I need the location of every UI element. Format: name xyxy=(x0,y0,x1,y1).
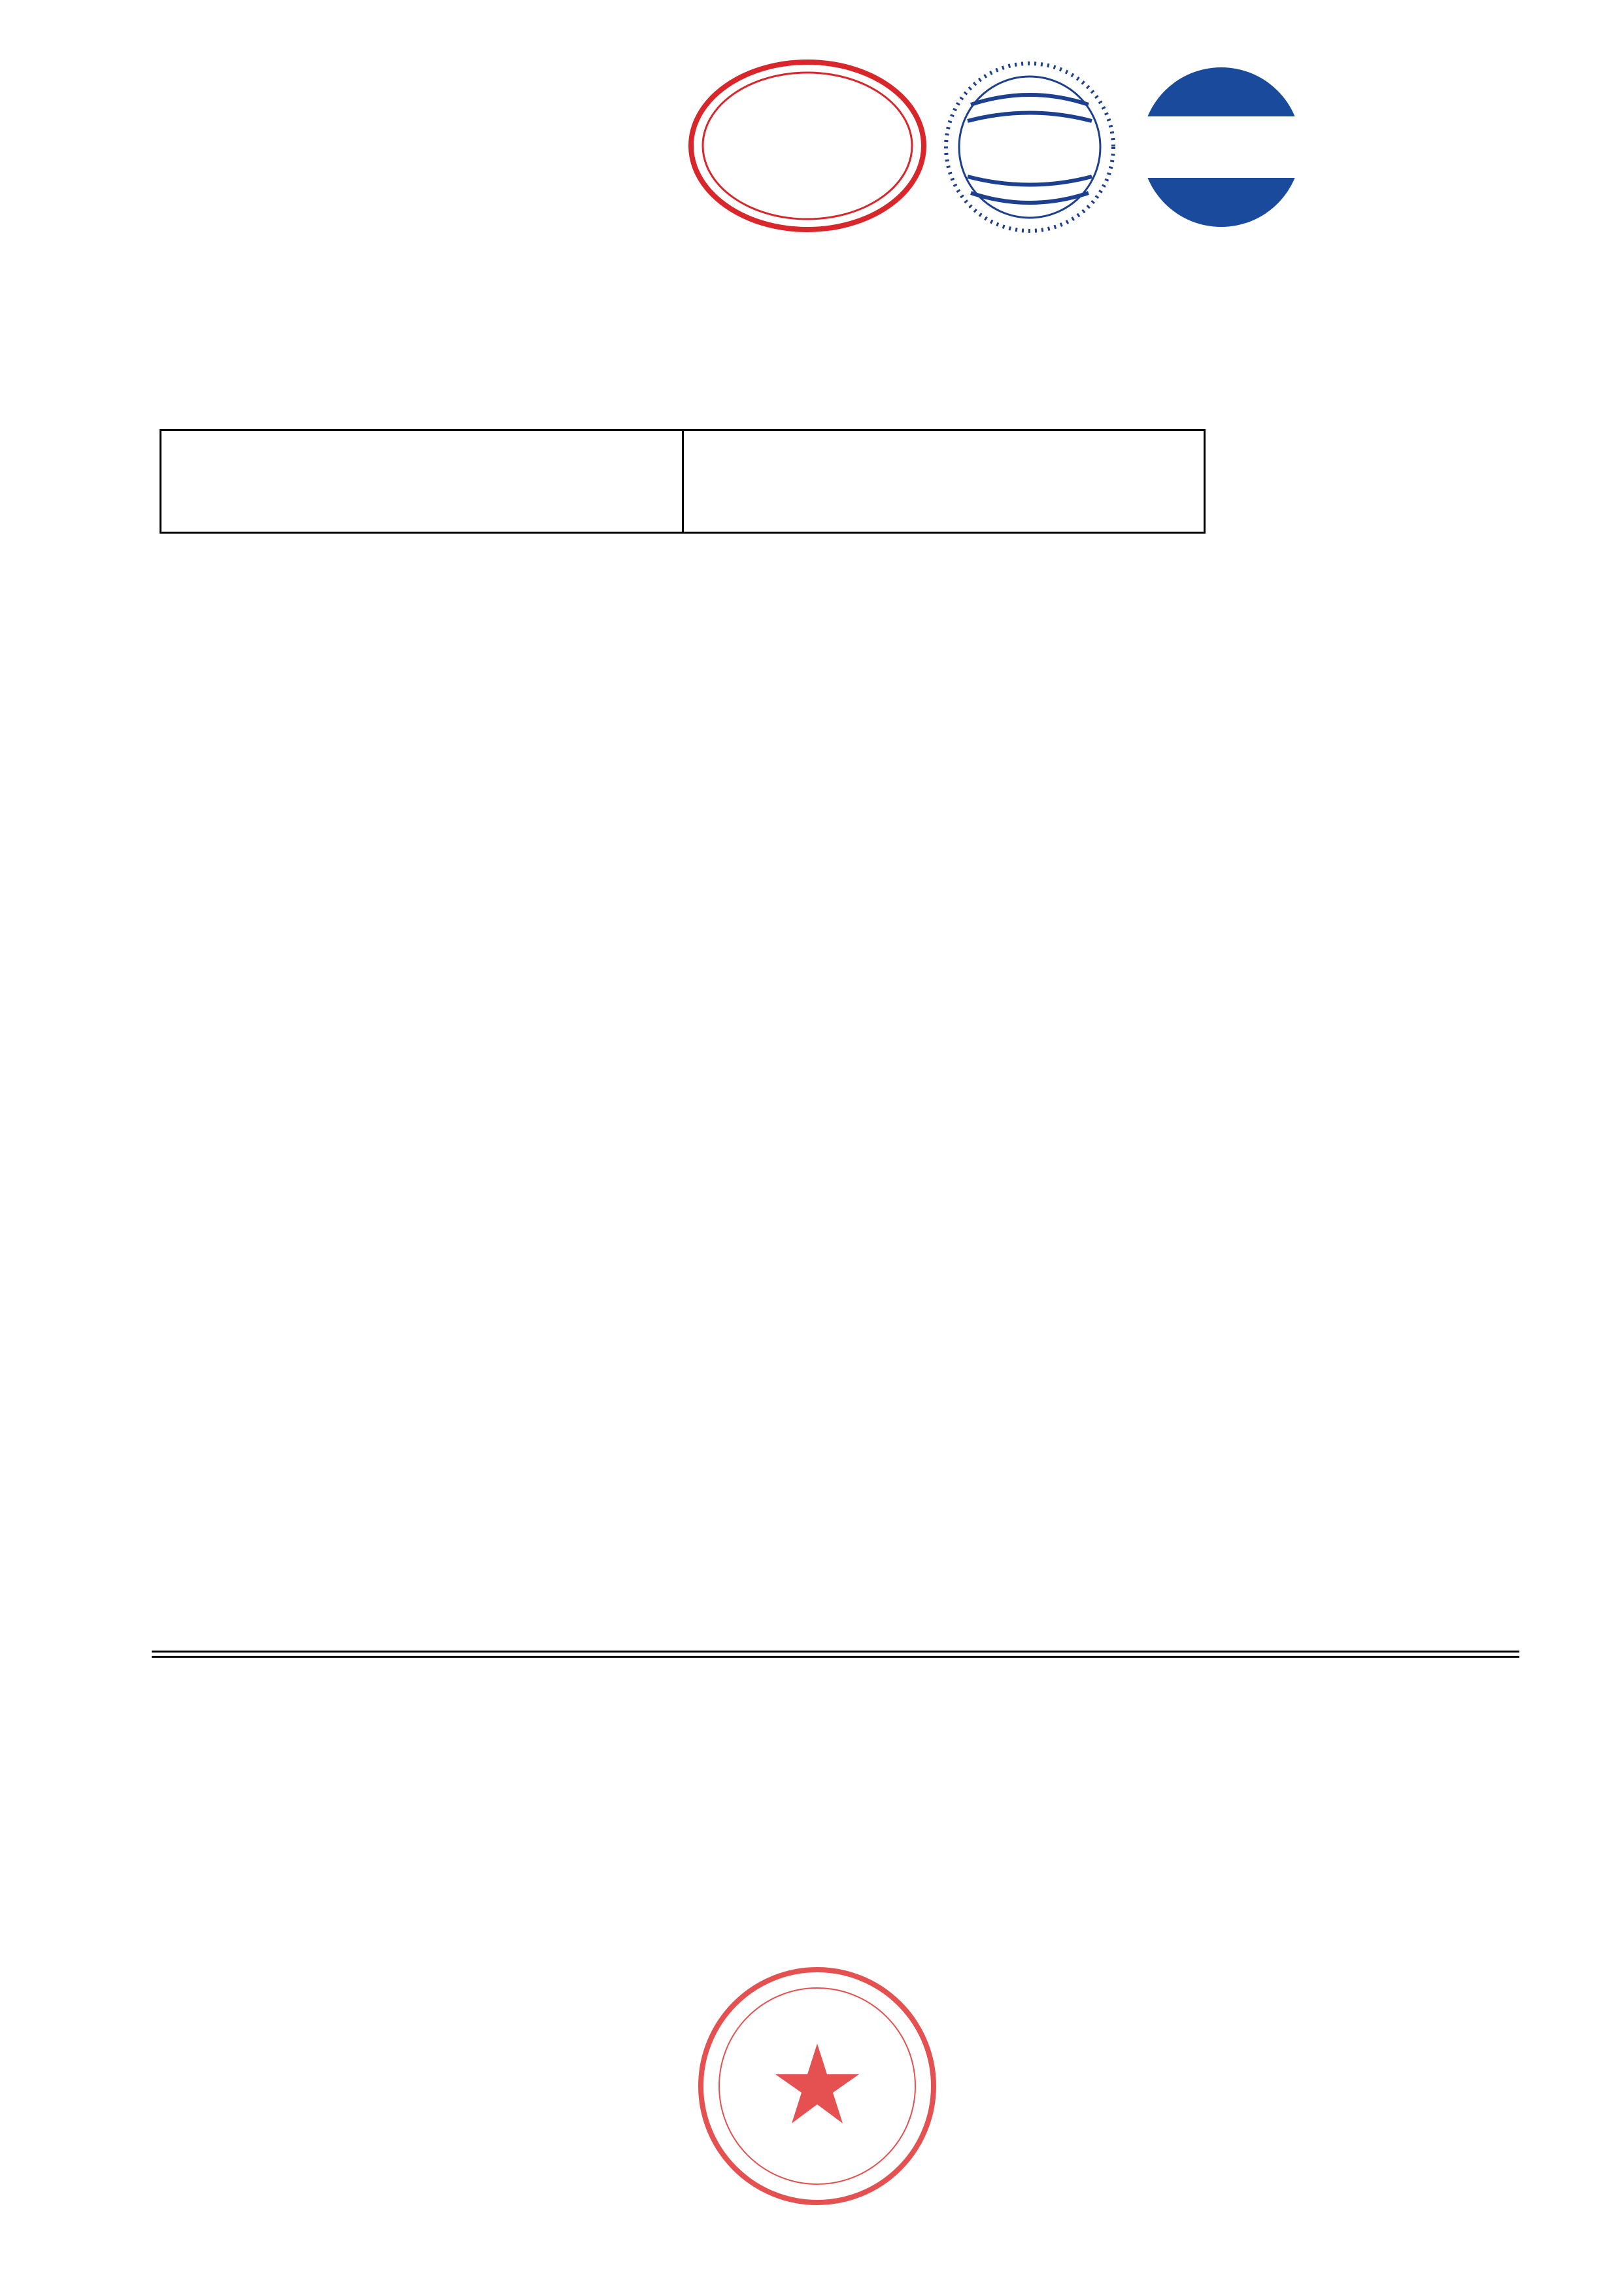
section-divider-2 xyxy=(152,1656,1519,1658)
inspection-stamp xyxy=(693,1962,941,2210)
ilac-mra-seal xyxy=(941,59,1118,235)
results-table xyxy=(160,429,1206,534)
section-divider xyxy=(152,1651,1519,1653)
after-cleansing-header xyxy=(683,430,1205,533)
original-header xyxy=(161,430,683,533)
cnas-seal xyxy=(1130,59,1509,235)
cma-seal xyxy=(686,58,928,234)
report-number xyxy=(1033,276,1068,306)
stamp-star-icon xyxy=(775,2044,859,2123)
